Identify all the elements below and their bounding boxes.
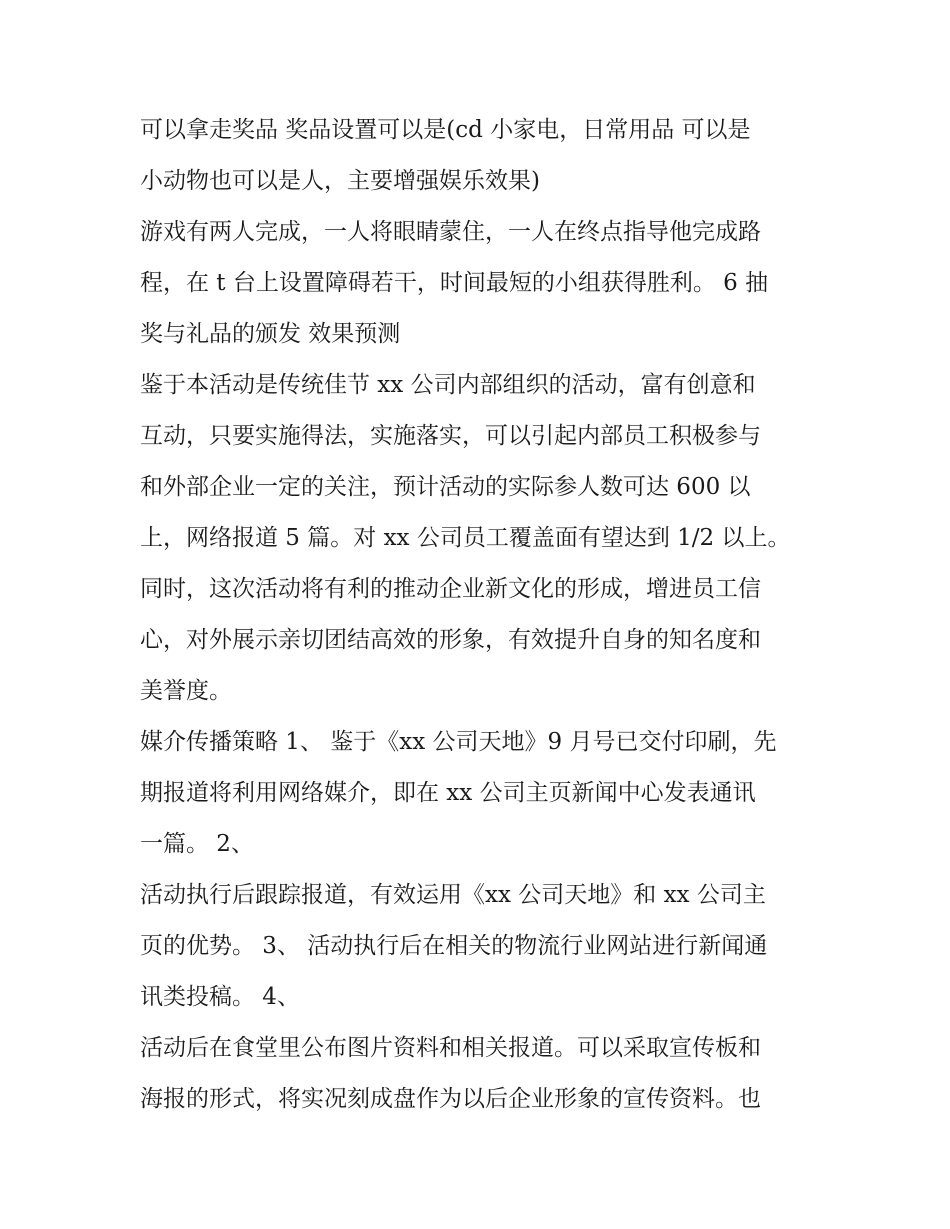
text-line: 活动后在食堂里公布图片资料和相关报道。可以采取宣传板和	[140, 1035, 761, 1061]
text-line: 游戏有两人完成，一人将眼睛蒙住，一人在终点指导他完成路	[140, 219, 761, 245]
text-line: 和外部企业一定的关注，预计活动的实际参人数可达 600 以	[140, 474, 751, 500]
text-line: 奖与礼品的颁发 效果预测	[140, 321, 401, 347]
text-line: 讯类投稿。 4、	[140, 984, 300, 1010]
text-line: 互动，只要实施得法，实施落实，可以引起内部员工积极参与	[140, 423, 761, 449]
text-line: 海报的形式，将实况刻成盘作为以后企业形象的宣传资料。也	[140, 1086, 761, 1112]
text-line: 媒介传播策略 1、 鉴于《xx 公司天地》9 月号已交付印刷，先	[140, 729, 777, 755]
text-line: 活动执行后跟踪报道，有效运用《xx 公司天地》和 xx 公司主	[140, 882, 766, 908]
text-line: 鉴于本活动是传统佳节 xx 公司内部组织的活动，富有创意和	[140, 372, 756, 398]
text-line: 同时，这次活动将有利的推动企业新文化的形成，增进员工信	[140, 576, 761, 602]
text-line: 美誉度。	[140, 678, 232, 704]
text-line: 小动物也可以是人，主要增强娱乐效果)	[140, 168, 540, 194]
text-line: 一篇。 2、	[140, 831, 254, 857]
text-line: 程，在 t 台上设置障碍若干，时间最短的小组获得胜利。 6 抽	[140, 270, 769, 296]
text-line: 可以拿走奖品 奖品设置可以是(cd 小家电，日常用品 可以是	[140, 117, 751, 143]
body-text	[140, 105, 820, 1125]
text-line: 上，网络报道 5 篇。对 xx 公司员工覆盖面有望达到 1/2 以上。	[140, 525, 791, 551]
text-line: 期报道将利用网络媒介，即在 xx 公司主页新闻中心发表通讯	[140, 780, 756, 806]
text-line: 心，对外展示亲切团结高效的形象，有效提升自身的知名度和	[140, 627, 761, 653]
text-line: 页的优势。 3、 活动执行后在相关的物流行业网站进行新闻通	[140, 933, 768, 959]
